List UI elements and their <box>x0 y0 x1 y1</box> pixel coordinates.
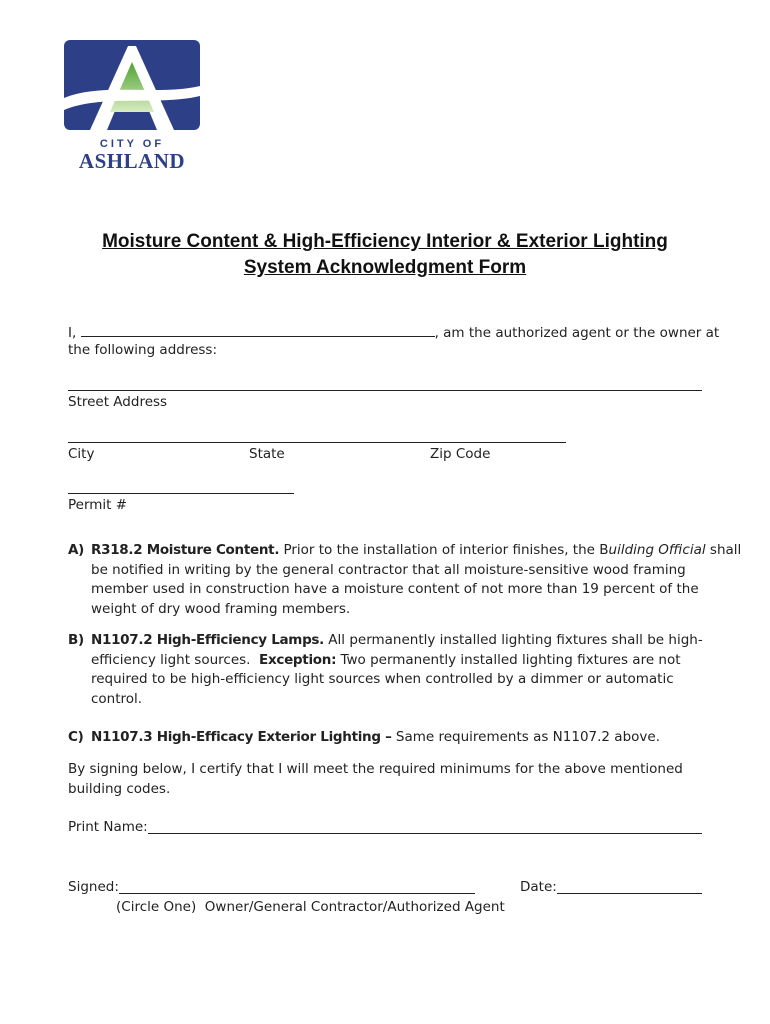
circle-one-options: (Circle One) Owner/General Contractor/Authorized Agent <box>116 899 505 915</box>
item-c-text <box>91 728 706 748</box>
intro-line2: the following address: <box>68 342 218 358</box>
item-a-text <box>91 541 742 619</box>
form-title-line2: System Acknowledgment Form <box>243 257 527 278</box>
logo-city-name: ASHLAND <box>78 149 186 173</box>
item-c-line1: Same requirements as N1107.2 above. <box>391 729 660 745</box>
date-field[interactable] <box>557 893 702 894</box>
item-b-exception: Exception: <box>259 651 337 668</box>
item-c-letter: C) <box>68 729 84 745</box>
item-b-line4: control. <box>91 690 143 707</box>
certify-line1: By signing below, I certify that I will meet the required minimums for the above mentioned <box>68 761 683 777</box>
item-a-line2: be notified in writing by the general contractor that all moisture-sensitive wood framing <box>91 561 686 578</box>
item-a-line3: member used in construction have a moisture content of not more than 19 percent of the <box>91 581 699 597</box>
item-c-heading: N1107.3 High-Efficacy Exterior Lighting – <box>91 729 392 745</box>
name-field[interactable] <box>81 322 435 337</box>
item-b-line2-start: efficiency light sources. <box>91 651 260 668</box>
item-b-letter: B) <box>68 632 84 648</box>
city-logo <box>62 38 202 173</box>
item-a-letter: A) <box>68 542 85 558</box>
item-b-line1: All permanently installed lighting fixtures shall be high- <box>324 632 703 648</box>
item-b-text <box>91 631 706 709</box>
permit-label: Permit # <box>68 497 128 513</box>
street-address-field[interactable] <box>68 390 702 391</box>
form-title-line1: Moisture Content & High-Efficiency Interior & Exterior Lighting <box>102 231 668 252</box>
signed-label: Signed: <box>68 879 119 895</box>
item-a-line1-end: shall <box>705 542 742 558</box>
signature-field[interactable] <box>119 893 475 894</box>
intro-suffix: , am the authorized agent or the owner at <box>434 325 720 341</box>
print-name-label: Print Name: <box>68 819 148 835</box>
date-label: Date: <box>520 879 557 895</box>
permit-number-field[interactable] <box>68 493 294 494</box>
item-b-heading: N1107.2 High-Efficiency Lamps. <box>91 632 324 648</box>
certify-line2: building codes. <box>68 781 171 797</box>
city-state-zip-field[interactable] <box>68 442 566 443</box>
city-label: City <box>68 446 95 462</box>
item-a-italic: uilding Official <box>608 542 706 558</box>
print-name-field[interactable] <box>148 833 702 834</box>
item-a-heading: R318.2 Moisture Content. <box>91 542 280 558</box>
logo-city-of: CITY OF <box>99 138 165 150</box>
ashland-a-emblem-icon <box>62 38 202 134</box>
zip-label: Zip Code <box>430 446 491 462</box>
intro-prefix: I, <box>68 325 77 341</box>
street-address-label: Street Address <box>68 394 168 410</box>
item-a-line1: Prior to the installation of interior finishes, the B <box>279 542 609 558</box>
item-a-line4: weight of dry wood framing members. <box>91 600 351 617</box>
state-label: State <box>249 446 285 462</box>
item-b-line2-end: Two permanently installed lighting fixtures are not <box>336 651 681 668</box>
item-b-line3: required to be high-efficiency light sources when controlled by a dimmer or automatic <box>91 671 674 687</box>
